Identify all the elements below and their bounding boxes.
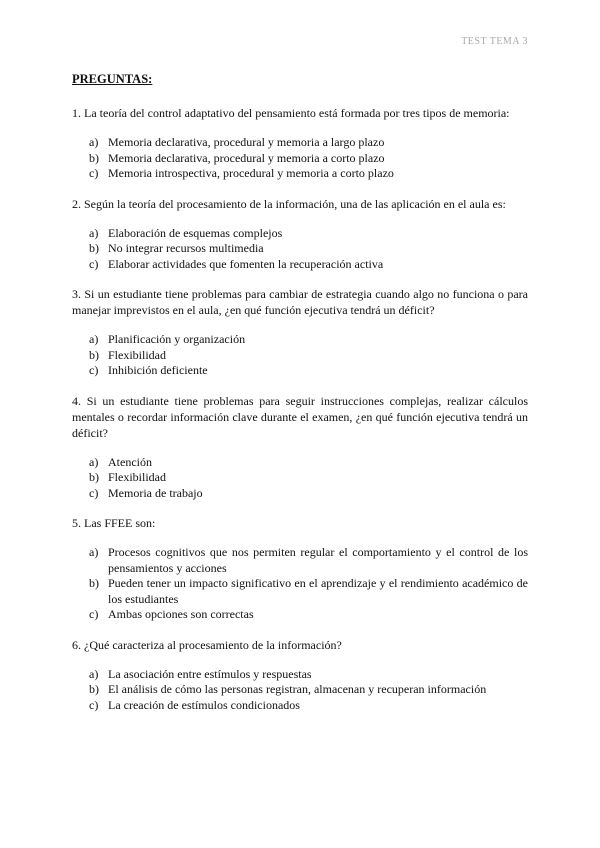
option-letter: b) xyxy=(89,347,99,362)
option-list xyxy=(72,667,528,714)
option-text: Ambas opciones son correctas xyxy=(108,607,254,621)
option-a xyxy=(72,332,528,348)
option-text: Memoria declarativa, procedural y memoria a corto plazo xyxy=(108,150,385,165)
question-1 xyxy=(72,105,528,182)
option-text: Inhibición deficiente xyxy=(108,363,208,377)
question-6 xyxy=(72,637,528,714)
option-list xyxy=(72,545,528,623)
option-letter: a) xyxy=(89,454,99,469)
option-a xyxy=(72,667,528,683)
option-letter: a) xyxy=(89,666,99,681)
option-letter: c) xyxy=(89,485,99,500)
question-text: 2. Según la teoría del procesamiento de la información, una de las aplicación en el aula es: xyxy=(72,196,506,211)
question-text: 5. Las FFEE son: xyxy=(72,516,156,530)
option-letter: b) xyxy=(89,241,99,255)
question-5 xyxy=(72,515,528,623)
option-letter: c) xyxy=(89,697,99,712)
option-letter: b) xyxy=(89,470,99,484)
option-b xyxy=(72,470,528,486)
option-a xyxy=(72,545,528,576)
page-header: TEST TEMA 3 xyxy=(461,36,528,47)
option-text: El análisis de cómo las personas registran, almacenan y recuperan información xyxy=(108,682,487,696)
question-text: 4. Si un estudiante tiene problemas para seguir instrucciones complejas, realizar cálculos mentales o recordar información clave durante el examen, ¿en qué función ejecutiva tendrá un déficit? xyxy=(72,393,528,440)
option-letter: c) xyxy=(89,607,99,621)
option-text: Flexibilidad xyxy=(108,470,166,484)
option-text: Procesos cognitivos que nos permiten regular el comportamiento y el control de los pensamientos y acciones xyxy=(108,545,528,575)
option-text: Elaborar actividades que fomenten la recuperación activa xyxy=(108,256,384,271)
option-text: Atención xyxy=(108,454,152,469)
option-letter: c) xyxy=(89,166,99,180)
option-text: No integrar recursos multimedia xyxy=(108,241,264,255)
option-c xyxy=(72,698,528,714)
question-4 xyxy=(72,393,528,502)
option-b xyxy=(72,241,528,257)
option-a xyxy=(72,226,528,242)
option-text: Pueden tener un impacto significativo en el aprendizaje y el rendimiento académico de los estudiantes xyxy=(108,576,528,606)
question-text: 3. Si un estudiante tiene problemas para cambiar de estrategia cuando algo no funciona o para manejar imprevistos en el aula, ¿en qué función ejecutiva tendrá un déficit? xyxy=(72,287,528,317)
option-c xyxy=(72,486,528,502)
option-text: Memoria introspectiva, procedural y memoria a corto plazo xyxy=(108,166,394,180)
question-3 xyxy=(72,286,528,379)
option-a xyxy=(72,135,528,151)
option-c xyxy=(72,607,528,623)
option-letter: a) xyxy=(89,225,99,240)
option-a xyxy=(72,455,528,471)
option-letter: a) xyxy=(89,135,99,149)
option-text: Planificación y organización xyxy=(108,332,246,346)
question-text: 1. La teoría del control adaptativo del pensamiento está formada por tres tipos de memoria: xyxy=(72,106,510,120)
option-list xyxy=(72,455,528,502)
option-c xyxy=(72,363,528,379)
option-letter: b) xyxy=(89,682,99,696)
document-page xyxy=(72,72,528,727)
option-text: Memoria de trabajo xyxy=(108,485,203,500)
option-letter: c) xyxy=(89,363,99,377)
option-b xyxy=(72,151,528,167)
option-letter: c) xyxy=(89,256,99,271)
option-text: Elaboración de esquemas complejos xyxy=(108,225,283,240)
option-list xyxy=(72,226,528,273)
option-b xyxy=(72,348,528,364)
question-2 xyxy=(72,196,528,273)
question-text: 6. ¿Qué caracteriza al procesamiento de la información? xyxy=(72,637,342,652)
option-letter: a) xyxy=(89,545,99,559)
option-letter: a) xyxy=(89,332,99,346)
option-c xyxy=(72,166,528,182)
option-c xyxy=(72,257,528,273)
option-text: Flexibilidad xyxy=(108,347,166,362)
option-letter: b) xyxy=(89,150,99,165)
option-letter: b) xyxy=(89,576,99,590)
option-text: Memoria declarativa, procedural y memoria a largo plazo xyxy=(108,135,385,149)
option-b xyxy=(72,682,528,698)
option-list xyxy=(72,135,528,182)
option-list xyxy=(72,332,528,379)
option-b xyxy=(72,576,528,607)
option-text: La asociación entre estímulos y respuestas xyxy=(108,666,312,681)
option-text: La creación de estímulos condicionados xyxy=(108,697,300,712)
section-title: PREGUNTAS: xyxy=(72,72,153,86)
